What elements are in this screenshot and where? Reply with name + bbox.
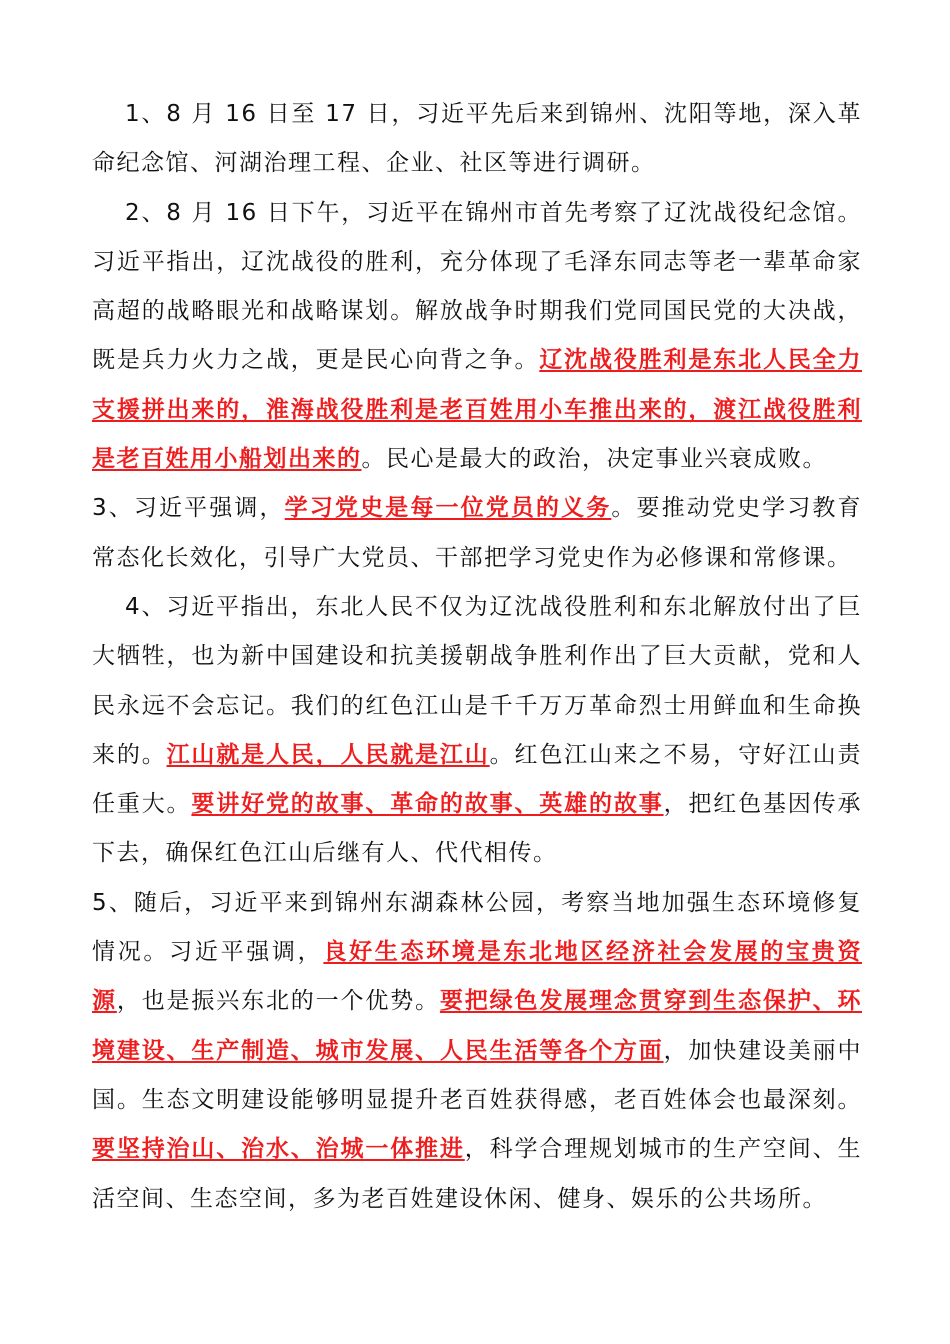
text-segment: ，加快建设美丽中国。生态文明建设能够明显提升老百姓获得感，老百姓体会也最深刻。	[92, 1037, 863, 1113]
highlighted-text: 要讲好党的故事、革命的故事、英雄的故事	[191, 791, 664, 818]
paragraph-4	[92, 583, 862, 879]
paragraph-2	[92, 189, 862, 485]
highlighted-text: 学习党史是每一位党员的义务	[284, 495, 612, 522]
text-segment: 1、8 月 16 日至 17 日，习近平先后来到锦州、沈阳等地，深入革命纪念馆、河湖治理工程、企业、社区等进行调研。	[92, 101, 862, 177]
text-segment: ，科学合理规划城市的生产空间、生活空间、生态空间，多为老百姓建设休闲、健身、娱乐的公共场所。	[92, 1136, 863, 1212]
text-segment: ，把红色基因传承下去，确保红色江山后继有人、代代相传。	[92, 791, 863, 867]
text-segment: 4、习近平指出，东北人民不仅为辽沈战役胜利和东北解放付出了巨大牺牲，也为新中国建设和抗美援朝战争胜利作出了巨大贡献，党和人民永远不会忘记。我们的红色江山是千千万万革命烈士用鲜血和生命换来的。	[92, 593, 862, 768]
text-segment: 。要推动党史学习教育常态化长效化，引导广大党员、干部把学习党史作为必修课和常修课。	[92, 495, 863, 571]
text-segment: 2、8 月 16 日下午，习近平在锦州市首先考察了辽沈战役纪念馆。习近平指出，辽沈战役的胜利，充分体现了毛泽东同志等老一辈革命家高超的战略眼光和战略谋划。解放战争时期我们党同国民党的大决战，既是兵力火力之战，更是民心向背之争。	[92, 199, 862, 374]
highlighted-text: 良好生态环境是东北地区经济社会发展的宝贵资源	[92, 939, 863, 1015]
text-segment: 。红色江山来之不易，守好江山责任重大。	[92, 741, 863, 818]
paragraph-3	[92, 484, 862, 583]
highlighted-text: 辽沈战役胜利是东北人民全力支援拼出来的，淮海战役胜利是老百姓用小车推出来的，渡江战役胜利是老百姓用小船划出来的	[92, 347, 863, 473]
text-segment: ，也是振兴东北的一个优势。	[116, 988, 440, 1015]
highlighted-text: 要坚持治山、治水、治城一体推进	[92, 1136, 465, 1163]
text-segment: 5、随后，习近平来到锦州东湖森林公园，考察当地加强生态环境修复情况。习近平强调，	[92, 889, 862, 966]
document-page	[92, 90, 862, 1224]
highlighted-text: 江山就是人民，人民就是江山	[166, 741, 490, 768]
paragraph-5	[92, 879, 862, 1224]
highlighted-text: 要把绿色发展理念贯穿到生态保护、环境建设、生产制造、城市发展、人民生活等各个方面	[92, 988, 863, 1064]
text-segment: 。民心是最大的政治，决定事业兴衰成败。	[361, 446, 827, 473]
paragraph-1	[92, 90, 862, 189]
text-segment: 3、习近平强调，	[92, 495, 285, 522]
